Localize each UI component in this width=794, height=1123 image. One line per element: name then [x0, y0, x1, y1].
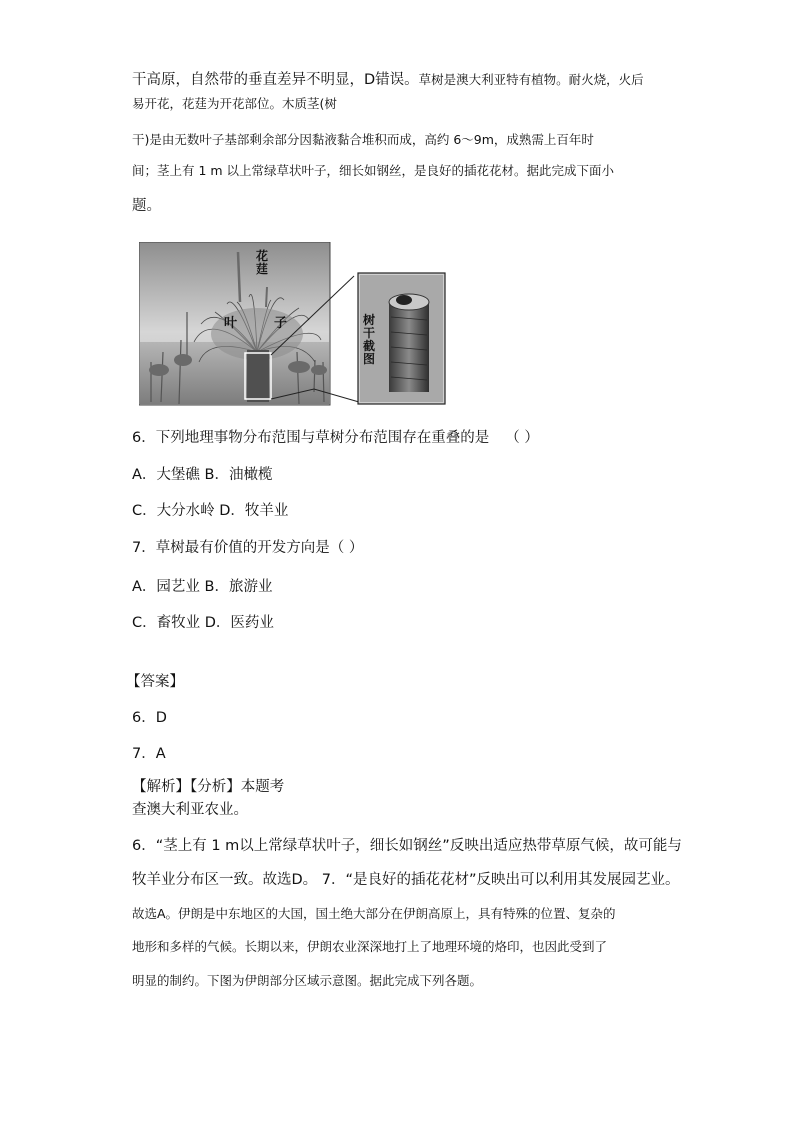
analysis-line-7: 明显的制约。下图为伊朗部分区域示意图。据此完成下列各题。 — [132, 973, 483, 988]
paragraph-line-3: 干)是由无数叶子基部剩余部分因黏液黏合堆积而成，高约 6～9m，成熟需上百年时 — [132, 132, 594, 147]
paragraph-line-1 — [132, 70, 644, 90]
analysis-line-2: 查澳大利亚农业。 — [132, 802, 248, 818]
analysis-line-3: 6．“茎上有 1 m以上常绿草状叶子，细长如钢丝”反映出适应热带草原气候，故可能与 — [132, 838, 682, 854]
question-6-options-ab: A．大堡礁 B．油橄榄 — [132, 467, 273, 483]
paragraph-line-5: 题。 — [132, 198, 161, 214]
analysis-line-5: 故选A。伊朗是中东地区的大国，国土绝大部分在伊朗高原上，具有特殊的位置、复杂的 — [132, 906, 616, 921]
question-7-stem: 7．草树最有价值的开发方向是（ ） — [132, 540, 364, 556]
question-7-options-ab: A．园艺业 B．旅游业 — [132, 579, 273, 595]
paragraph-line-1a: 干高原，自然带的垂直差异不明显，D错误。 — [132, 72, 419, 88]
analysis-line-6: 地形和多样的气候。长期以来，伊朗农业深深地打上了地理环境的烙印，也因此受到了 — [132, 939, 608, 954]
label-leaf-2: 子 — [274, 316, 288, 331]
answer-6: 6．D — [132, 710, 167, 726]
paragraph-line-4: 间；茎上有 1 m 以上常绿草状叶子，细长如钢丝，是良好的插花花材。据此完成下面小 — [132, 163, 615, 178]
label-trunk-section: 树干截图 — [363, 313, 376, 366]
analysis-line-4: 牧羊业分布区一致。故选D。 7．“是良好的插花花材”反映出可以利用其发展园艺业。 — [132, 872, 680, 888]
paragraph-line-1b: 草树是澳大利亚特有植物。耐火烧，火后 — [418, 72, 644, 87]
question-6-options-cd: C．大分水岭 D．牧羊业 — [132, 503, 289, 519]
question-6 — [132, 428, 539, 448]
label-flower-stalk: 花莛 — [256, 249, 269, 276]
analysis-header: 【解析】【分析】本题考 — [132, 779, 285, 795]
question-6-stem: 6．下列地理事物分布范围与草树分布范围存在重叠的是 — [132, 430, 490, 446]
question-7-options-cd: C．畜牧业 D．医药业 — [132, 615, 274, 631]
answer-header: 【答案】 — [126, 674, 184, 690]
question-6-blank: （ ） — [505, 430, 539, 446]
grass-tree-figure — [139, 242, 591, 406]
answer-7: 7．A — [132, 746, 166, 762]
paragraph-line-2: 易开花，花莛为开花部位。木质茎(树 — [132, 96, 337, 111]
label-leaf-1: 叶 — [224, 316, 238, 331]
